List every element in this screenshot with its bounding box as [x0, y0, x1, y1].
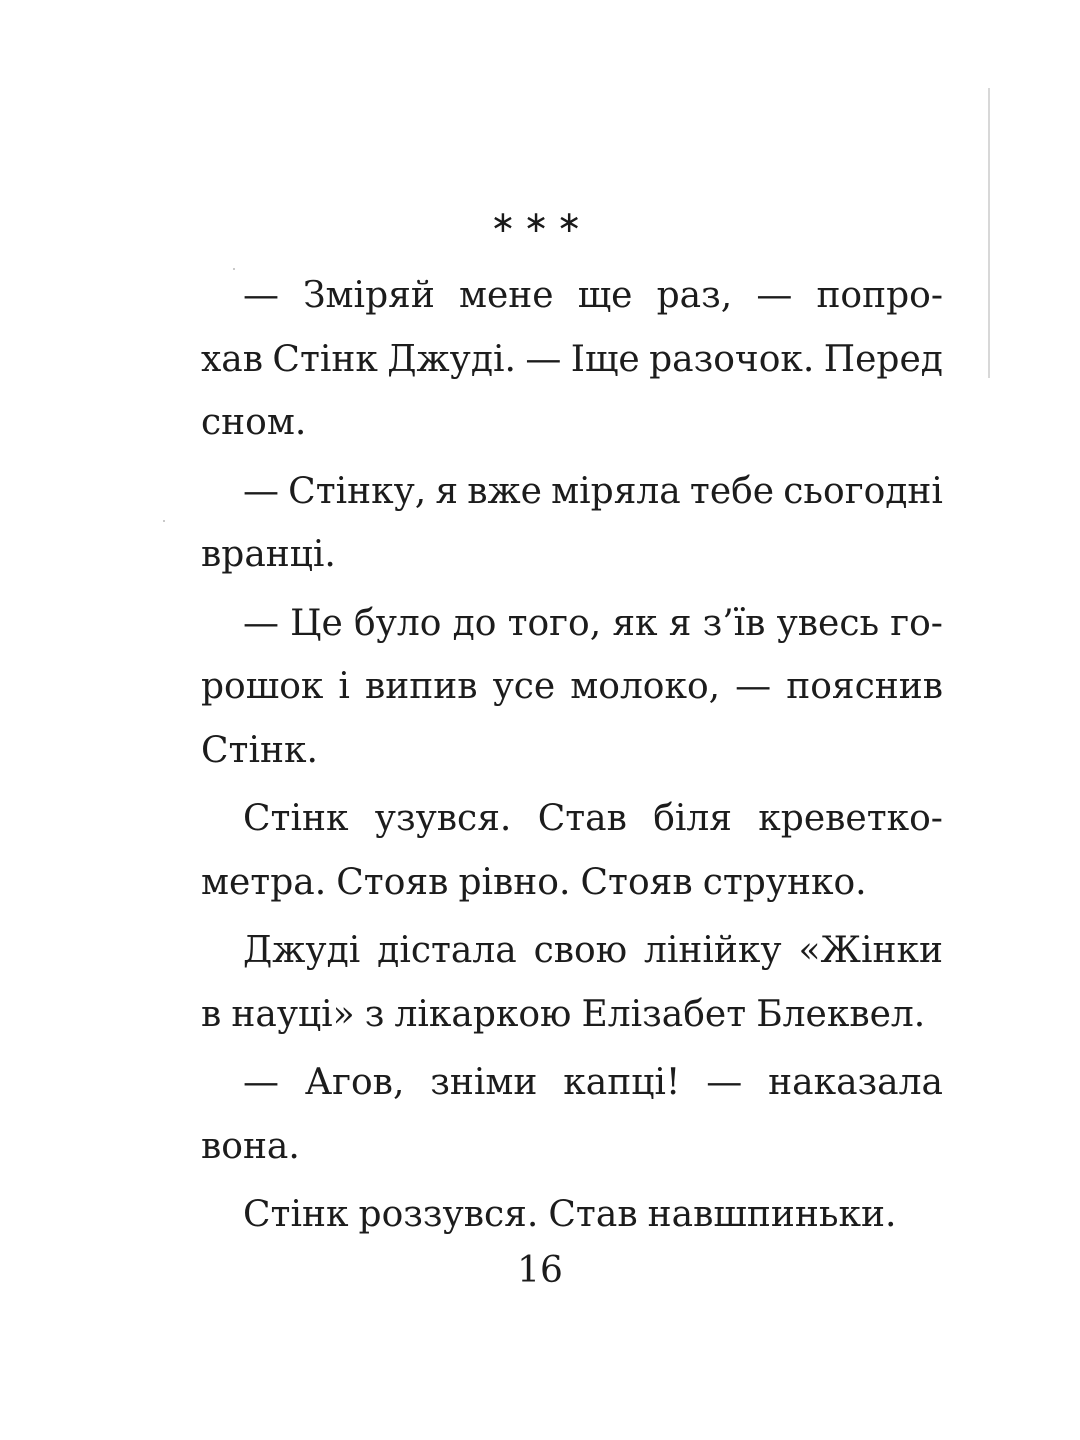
text-line: хав Стінк Джуді. — Іще разочок. Перед: [201, 338, 943, 380]
text-line: вранці.: [201, 534, 336, 575]
text-line: Стінк узувся. Став біля креветко-: [243, 798, 943, 839]
text-line: — Це було до того, як я з’їв увесь го-: [243, 602, 943, 644]
body-text: [201, 264, 943, 1247]
text-line: — Стінку, я вже міряла тебе сьогодні: [243, 470, 943, 512]
text-line: вона.: [201, 1125, 300, 1167]
text-line: Джуді дістала свою лінійку «Жінки: [243, 930, 943, 971]
page-number: 16: [517, 1250, 563, 1291]
section-separator: ∗∗∗: [490, 205, 590, 240]
text-line: — Агов, зніми капці! — наказала: [243, 1062, 943, 1103]
text-line: в науці» з лікаркою Елізабет Блеквел.: [201, 993, 926, 1035]
paper-speck: [163, 520, 165, 522]
text-line: рошок і випив усе молоко, — пояснив: [201, 666, 943, 707]
text-line: метра. Стояв рівно. Стояв струнко.: [201, 861, 867, 903]
text-line: сном.: [201, 402, 307, 443]
text-line: Стінк роззувся. Став навшпиньки.: [243, 1194, 897, 1235]
text-line: — Зміряй мене ще раз, — попро-: [243, 275, 943, 316]
text-line: Стінк.: [201, 729, 318, 771]
